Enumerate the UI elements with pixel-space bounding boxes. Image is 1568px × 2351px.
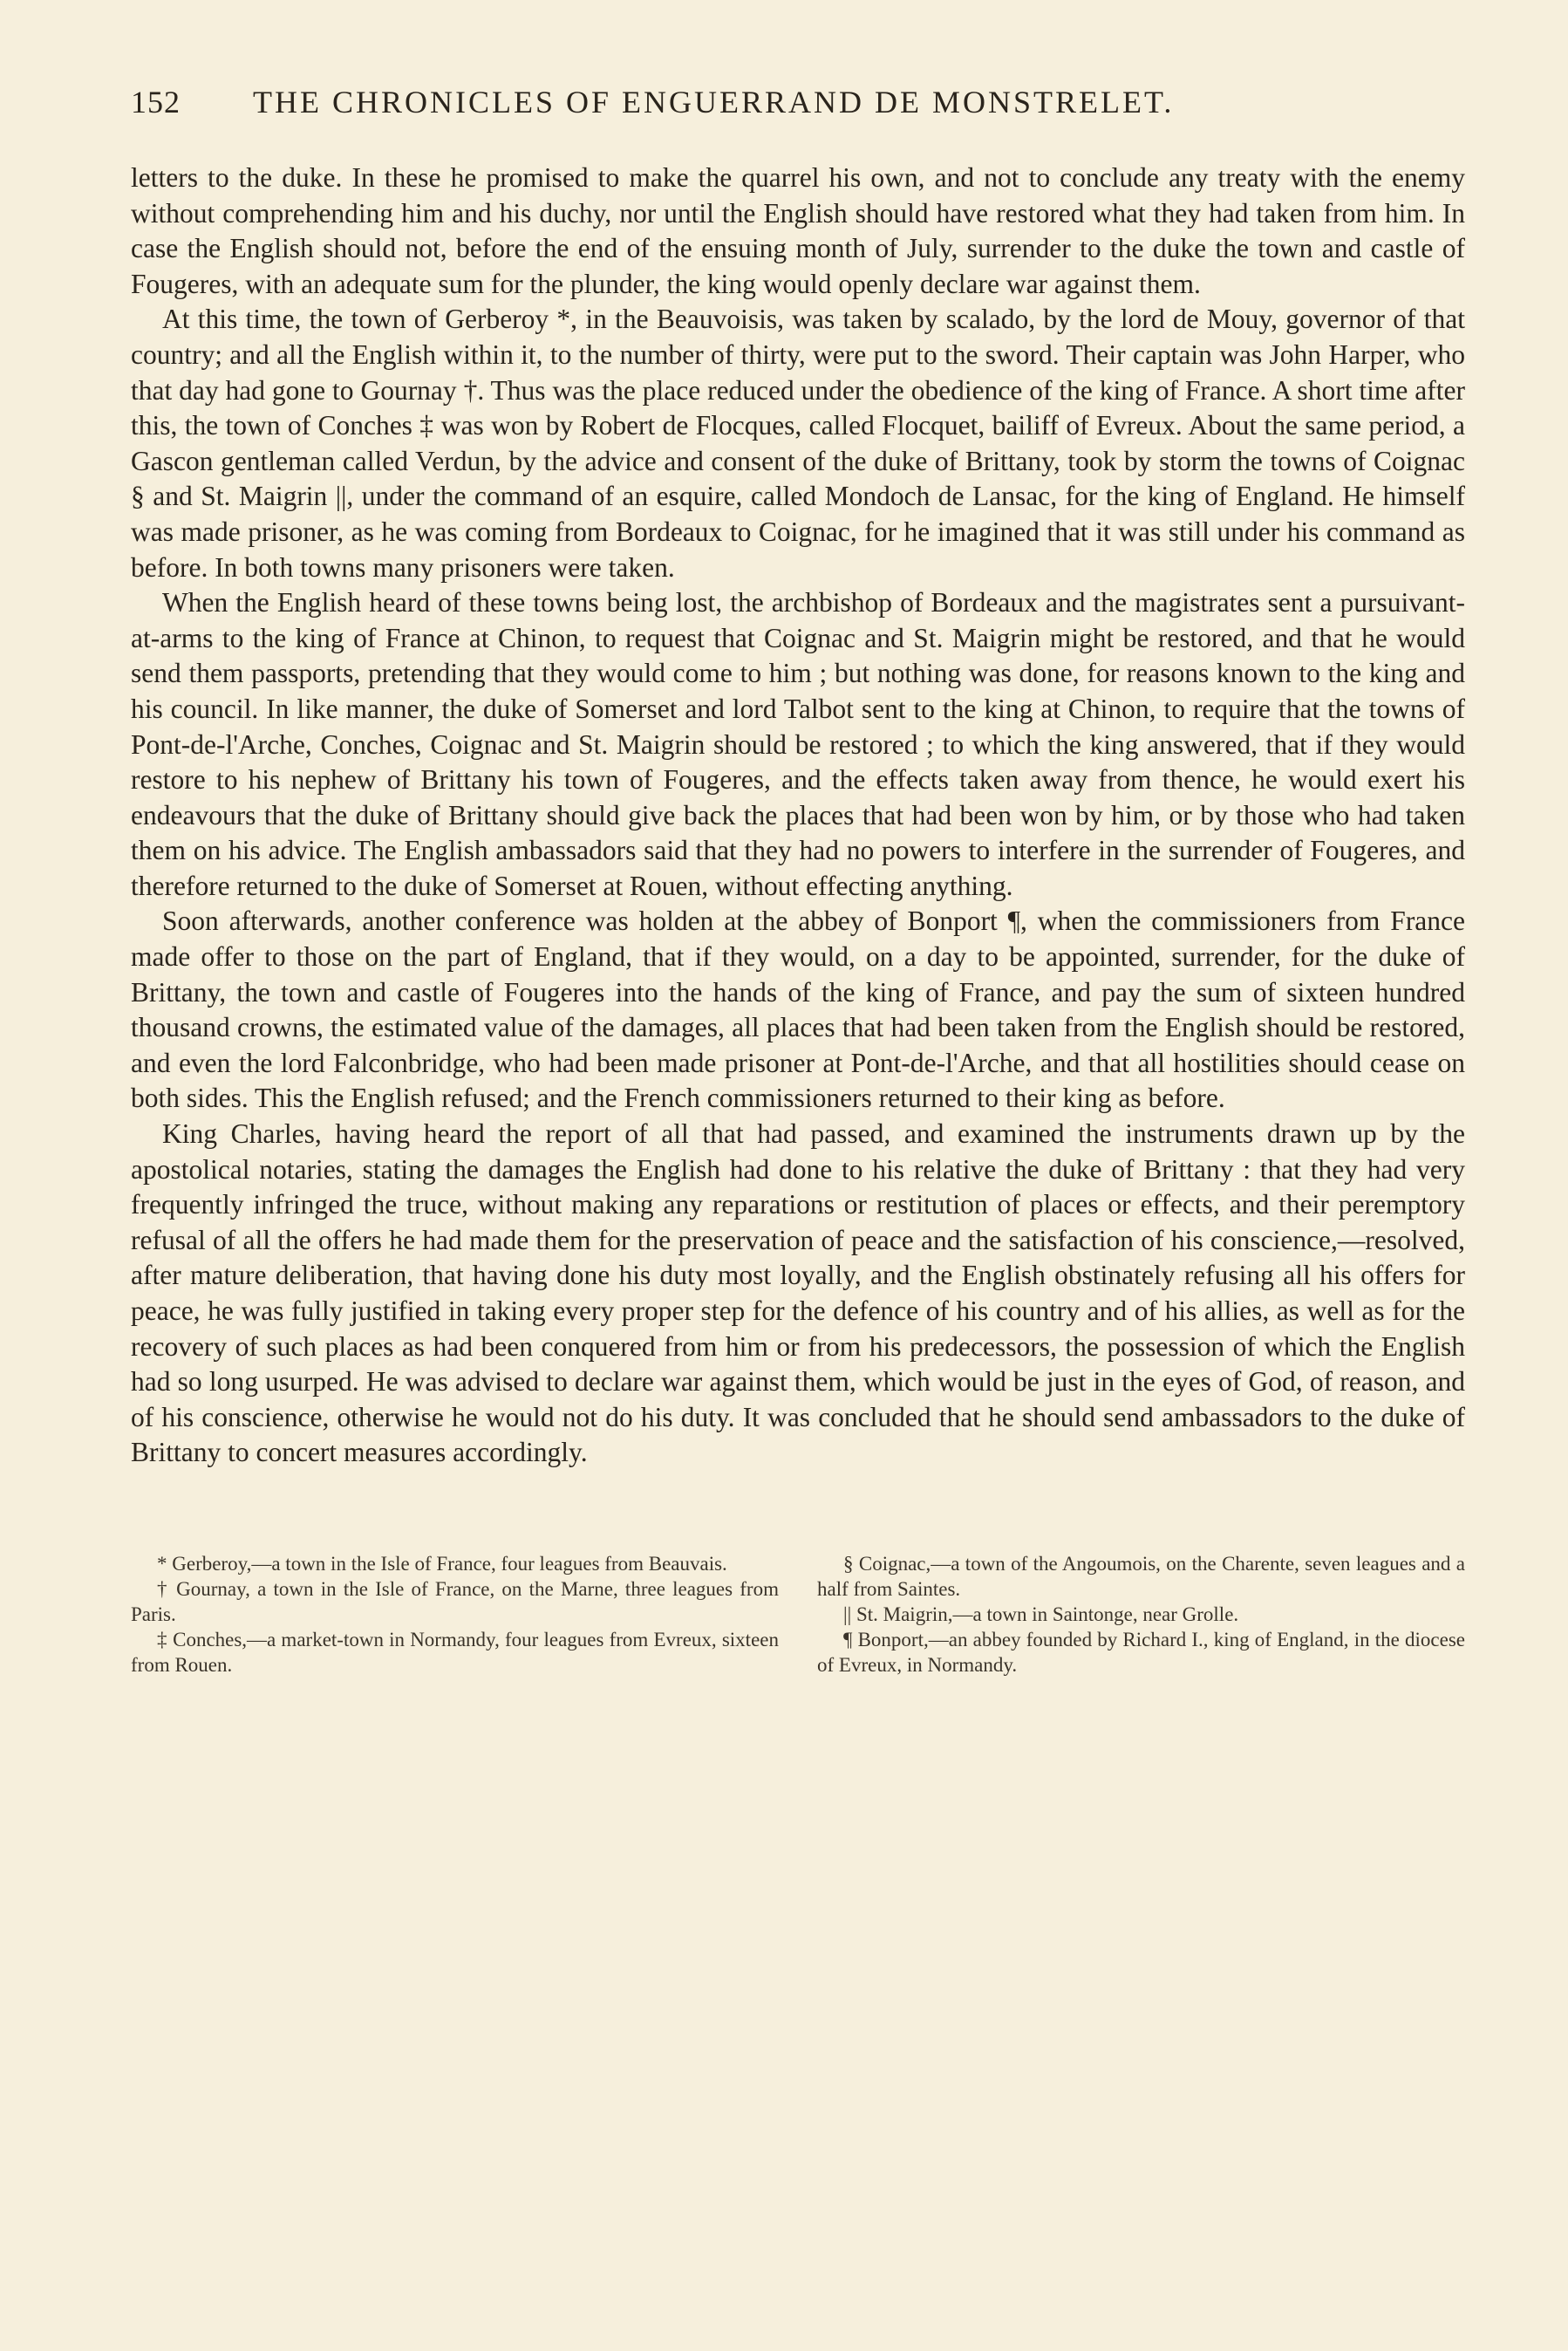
footnote-st-maigrin: || St. Maigrin,—a town in Saintonge, near Grolle.	[843, 1603, 1239, 1625]
footnote-gournay: † Gournay, a town in the Isle of France, on the Marne, three leagues from Paris.	[131, 1577, 779, 1625]
footnote-conches: ‡ Conches,—a market-town in Normandy, four leagues from Evreux, sixteen from Rouen.	[131, 1628, 779, 1676]
paragraph-3: When the English heard of these towns being lost, the archbishop of Bordeaux and the magistrates sent a pursuivant-at-arms to the king of France at Chinon, to request that Coignac and St. Maigrin might be restored, and that he would send them passports, pretending that they would come to him ; but nothing was done, for reasons known to the king and his council. In like manner, the duke of Somerset and lord Talbot sent to the king at Chinon, to require that the towns of Pont-de-l'Arche, Conches, Coignac and St. Maigrin should be restored ; to which the king answered, that if they would restore to his nephew of Brittany his town of Fougeres, and the effects taken away from thence, he would exert his endeavours that the duke of Brittany should give back the places that had been won by him, or by those who had taken them on his advice. The English ambassadors said that they had no powers to interfere in the surrender of Fougeres, and therefore returned to the duke of Somerset at Rouen, without effecting anything.	[131, 587, 1465, 901]
running-head	[131, 84, 1465, 136]
paragraph-5: King Charles, having heard the report of all that had passed, and examined the instruments drawn up by the apostolical notaries, stating the damages the English had done to his relative the duke of Brittany : that they had very frequently infringed the truce, without making any reparations or restitution of places or effects, and their peremptory refusal of all the offers he had made them for the preservation of peace and the satisfaction of his conscience,—resolved, after mature deliberation, that having done his duty most loyally, and the English obstinately refusing all his offers for peace, he was fully justified in taking every proper step for the defence of his country and of his allies, as well as for the recovery of such places as had been conquered from him or from his predecessors, the possession of which the English had so long usurped. He was advised to declare war against them, which would be just in the eyes of God, of reason, and of his conscience, otherwise he would not do his duty. It was concluded that he should send ambassadors to the duke of Brittany to concert measures accordingly.	[131, 1118, 1465, 1468]
paragraph-1: letters to the duke. In these he promised to make the quarrel his own, and not to conclude any treaty with the enemy without comprehending him and his duchy, nor until the English should have restored what they had taken from him. In case the English should not, before the end of the ensuing month of July, surrender to the duke the town and castle of Fougeres, with an adequate sum for the plunder, the king would openly declare war against them.	[131, 162, 1465, 299]
footnote-bonport: ¶ Bonport,—an abbey founded by Richard I., king of England, in the diocese of Evreux, in Normandy.	[817, 1628, 1465, 1676]
footnote-gerberoy: * Gerberoy,—a town in the Isle of France, four leagues from Beauvais.	[157, 1552, 727, 1575]
running-title: THE CHRONICLES OF ENGUERRAND DE MONSTRELET.	[253, 85, 1175, 120]
footnotes-right-column	[817, 1551, 1465, 1678]
paragraph-4: Soon afterwards, another conference was holden at the abbey of Bonport ¶, when the commissioners from France made offer to those on the part of England, that if they would, on a day to be appointed, surrender, for the duke of Brittany, the town and castle of Fougeres into the hands of the king of France, and pay the sum of sixteen hundred thousand crowns, the estimated value of the damages, all places that had been taken from the English should be restored, and even the lord Falconbridge, who had been made prisoner at Pont-de-l'Arche, and that all hostilities should cease on both sides. This the English refused; and the French commissioners returned to their king as before.	[131, 906, 1465, 1114]
footnotes	[131, 1551, 1465, 1678]
footnote-coignac: § Coignac,—a town of the Angoumois, on the Charente, seven leagues and a half from Saintes.	[817, 1552, 1465, 1600]
book-page	[131, 84, 1465, 2300]
page-number: 152	[131, 85, 181, 120]
body-text	[131, 161, 1465, 1471]
footnotes-left-column	[131, 1551, 779, 1678]
paragraph-2: At this time, the town of Gerberoy *, in the Beauvoisis, was taken by scalado, by the lord de Mouy, governor of that country; and all the English within it, to the number of thirty, were put to the sword. Their captain was John Harper, who that day had gone to Gournay †. Thus was the place reduced under the obedience of the king of France. A short time after this, the town of Conches ‡ was won by Robert de Flocques, called Flocquet, bailiff of Evreux. About the same period, a Gascon gentleman called Verdun, by the advice and consent of the duke of Brittany, took by storm the towns of Coignac § and St. Maigrin ||, under the command of an esquire, called Mondoch de Lansac, for the king of England. He himself was made prisoner, as he was coming from Bordeaux to Coignac, for he imagined that it was still under his command as before. In both towns many prisoners were taken.	[131, 304, 1465, 583]
